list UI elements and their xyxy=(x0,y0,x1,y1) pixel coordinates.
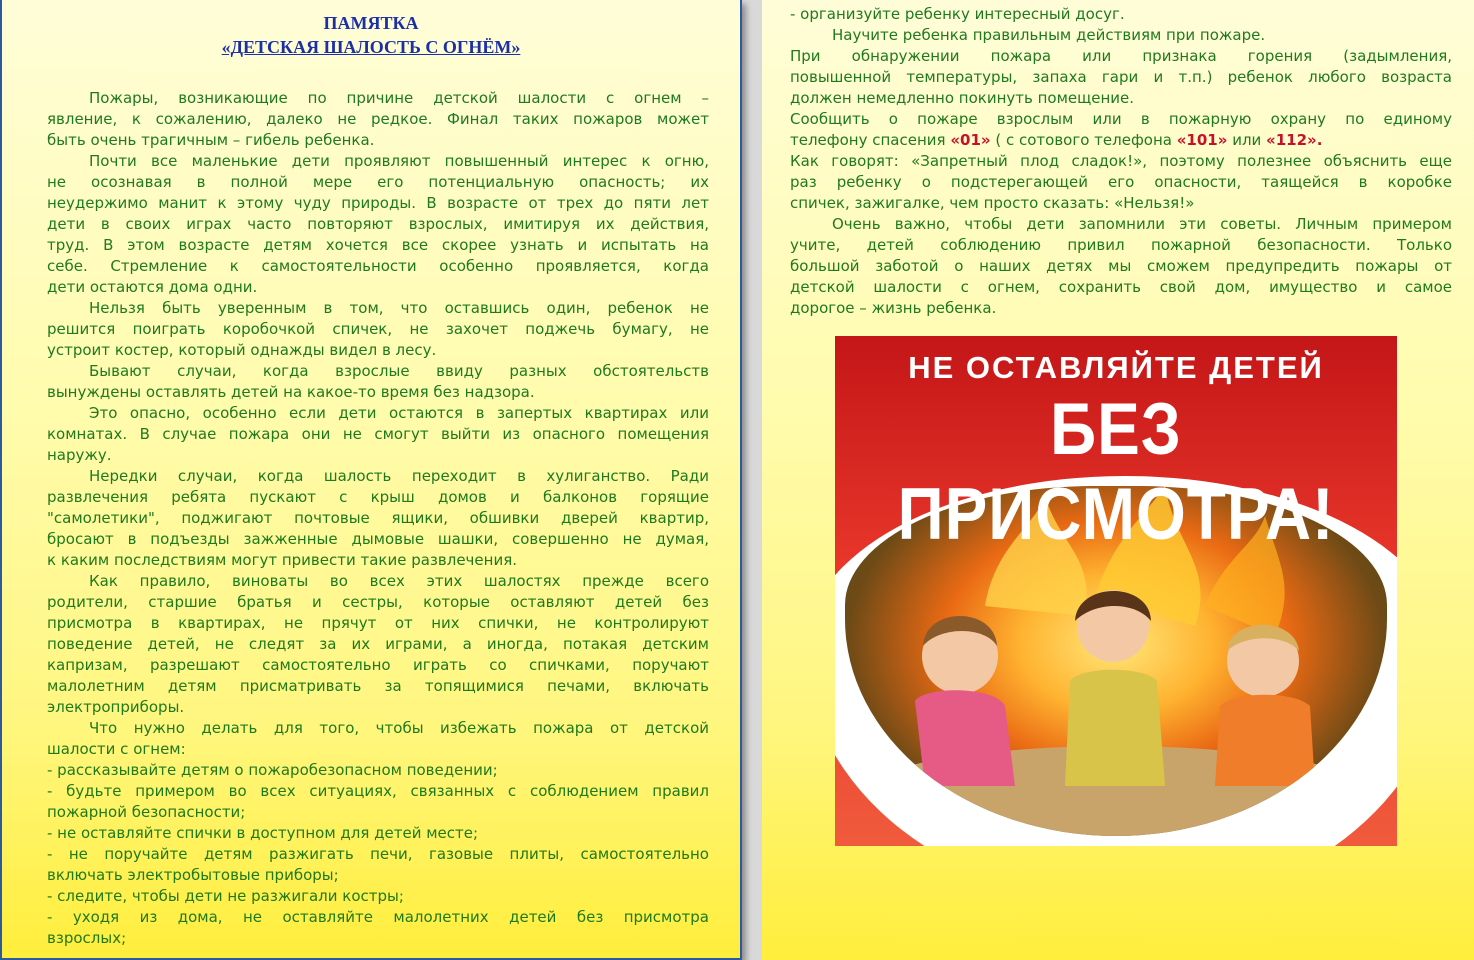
text-line: вынуждены оставлять детей на какое-то время без надзора. xyxy=(47,383,535,401)
text-line: быть очень трагичным – гибель ребенка. xyxy=(47,131,375,149)
text-line: повышенной температуры, запаха гари и т.п.) ребенок любого возраста xyxy=(790,68,1452,86)
text-line: комнатах. В случае пожара они не смогут выйти из опасного помещения xyxy=(47,425,709,443)
text-line: детской шалости с огнем, сохранить свой дом, имущество и самое xyxy=(790,278,1452,296)
text-line: бросают в подъезды зажженные дымовые шашки, совершенно не думая, xyxy=(47,530,709,548)
text-line: себе. Стремление к самостоятельности особенно проявляется, когда xyxy=(47,257,709,275)
text-line: Почти все маленькие дети проявляют повышенный интерес к огню, xyxy=(89,152,709,170)
memo-title: ПАМЯТКА xyxy=(323,13,419,33)
text-line: Пожары, возникающие по причине детской шалости с огнем – xyxy=(89,89,709,107)
text-line: включать электробытовые приборы; xyxy=(47,866,339,884)
text-line: электроприборы. xyxy=(47,698,185,716)
text-line: Нельзя быть уверенным в том, что оставшись один, ребенок не xyxy=(89,299,709,317)
text-line: должен немедленно покинуть помещение. xyxy=(790,89,1135,107)
poster-headline: НЕ ОСТАВЛЯЙТЕ ДЕТЕЙ xyxy=(908,350,1324,385)
text-line: труд. В этом возрасте детям хочется все скорее узнать и испытать на xyxy=(47,236,709,254)
text-line: неудержимо манит к этому чуду природы. В возрасте от трех до пяти лет xyxy=(47,194,709,212)
text-line: малолетним детям присматривать за топящимися печами, включать xyxy=(47,677,709,695)
text-line: Очень важно, чтобы дети запомнили эти советы. Личным примером xyxy=(832,215,1452,233)
text-line: Сообщить о пожаре взрослым или в пожарную охрану по единому xyxy=(790,110,1452,128)
text-line: дети в своих играх часто повторяют взрослых, имитируя их действия, xyxy=(47,215,709,233)
text-line: пожарной безопасности; xyxy=(47,803,246,821)
text-line: Бывают случаи, когда взрослые ввиду разных обстоятельств xyxy=(89,362,709,380)
text-segment: . xyxy=(1316,131,1323,149)
text-line: большой заботой о наших детях мы сможем предупредить пожары от xyxy=(790,257,1452,275)
text-line: Что нужно делать для того, чтобы избежать пожара от детской xyxy=(89,719,709,737)
phone-112: «112» xyxy=(1266,131,1317,149)
text-line: - организуйте ребенку интересный досуг. xyxy=(790,5,1125,23)
text-segment: или xyxy=(1227,131,1267,149)
text-line: взрослых; xyxy=(47,929,127,947)
text-line: - не поручайте детям разжигать печи, газовые плиты, самостоятельно xyxy=(47,845,709,863)
text-line: - рассказывайте детям о пожаробезопасном поведении; xyxy=(47,761,498,779)
text-line: к каким последствиям могут привести такие развлечения. xyxy=(47,551,517,569)
text-line: - будьте примером во всех ситуациях, связанных с соблюдением правил xyxy=(47,782,709,800)
text-line: дети остаются дома одни. xyxy=(47,278,258,296)
phone-101: «101» xyxy=(1176,131,1228,149)
text-line: Как правило, виноваты во всех этих шалостях прежде всего xyxy=(89,572,709,590)
memo-subtitle: «ДЕТСКАЯ ШАЛОСТЬ С ОГНЁМ» xyxy=(221,37,521,57)
text-line: Научите ребенка правильным действиям при пожаре. xyxy=(832,26,1266,44)
text-line: не осознавая в полной мере его потенциальную опасность; их xyxy=(47,173,709,191)
text-line: При обнаружении пожара или признака горения (задымления, xyxy=(790,47,1452,65)
text-line: - следите, чтобы дети не разжигали костры; xyxy=(47,887,404,905)
text-line: шалости с огнем: xyxy=(47,740,186,758)
text-line: Это опасно, особенно если дети остаются в запертых квартирах или xyxy=(89,404,709,422)
text-line: устроит костер, который однажды видел в лесу. xyxy=(47,341,437,359)
text-line: дорогое – жизнь ребенка. xyxy=(790,299,997,317)
text-line: раз ребенку о подстерегающей его опасности, таящейся в коробке xyxy=(790,173,1452,191)
text-line: капризам, разрешают самостоятельно играть со спичками, поручают xyxy=(47,656,709,674)
text-line: спичек, зажигалке, чем просто сказать: «Нельзя!» xyxy=(790,194,1195,212)
text-line: родители, старшие братья и сестры, которые оставляют детей без xyxy=(47,593,709,611)
text-segment: ( с сотового телефона xyxy=(990,131,1177,149)
text-line: Нередки случаи, когда шалость переходит в хулиганство. Ради xyxy=(89,467,709,485)
text-line: учите, детей соблюдению привил пожарной безопасности. Только xyxy=(790,236,1452,254)
phone-01: «01» xyxy=(950,131,991,149)
text-line: поведение детей, не следят за их играми, а иногда, потакая детским xyxy=(47,635,709,653)
text-line: - уходя из дома, не оставляйте малолетних детей без присмотра xyxy=(47,908,709,926)
text-line: Как говорят: «Запретный плод сладок!», поэтому полезнее объяснить еще xyxy=(790,152,1452,170)
text-line: развлечения ребята пускают с крыш домов и балконов горящие xyxy=(47,488,709,506)
text-segment: телефону спасения xyxy=(790,131,951,149)
warning-poster xyxy=(835,336,1397,846)
text-line: - не оставляйте спички в доступном для детей месте; xyxy=(47,824,479,842)
right-body xyxy=(790,4,1452,319)
text-line: присмотра в квартирах, не прячут от них спички, не контролируют xyxy=(47,614,709,632)
text-line: явление, к сожалению, далеко не редкое. Финал таких пожаров может xyxy=(47,110,709,128)
text-line: наружу. xyxy=(47,446,112,464)
poster-headline-large: БЕЗ ПРИСМОТРА! xyxy=(897,387,1335,556)
text-line: решится поиграть коробочкой спичек, не захочет поджечь бумагу, не xyxy=(47,320,709,338)
text-line: "самолетики", поджигают почтовые ящики, обшивки дверей квартир, xyxy=(47,509,709,527)
left-body xyxy=(47,88,709,949)
